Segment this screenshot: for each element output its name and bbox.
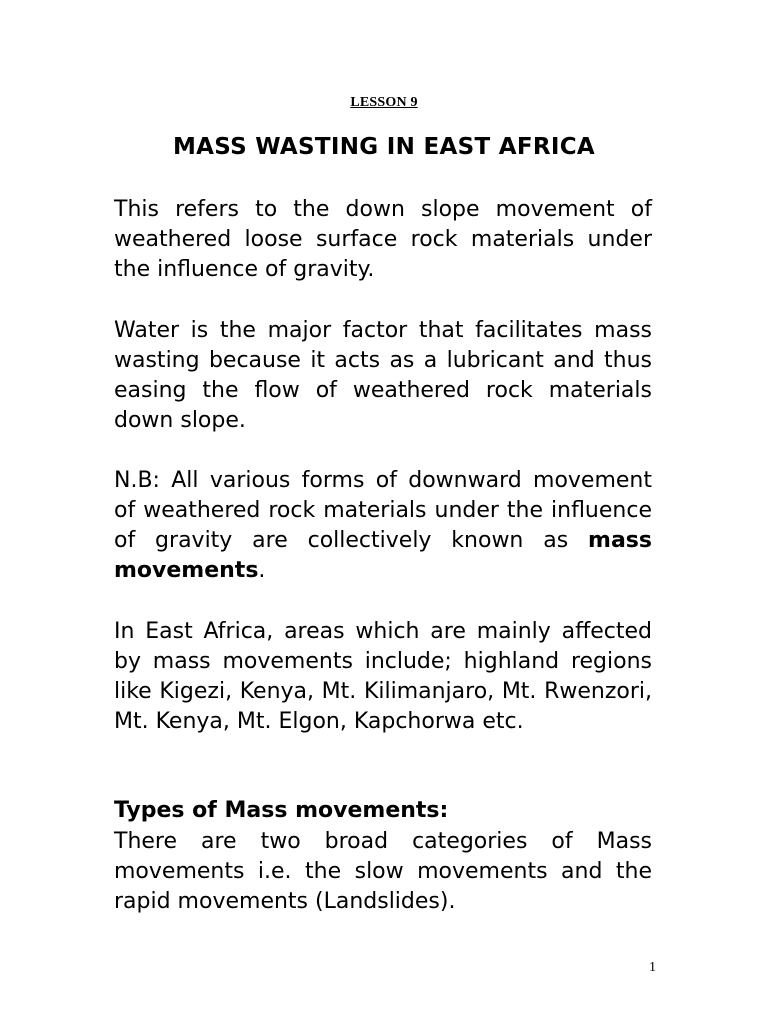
page-number: 1 xyxy=(649,960,656,975)
page-title: MASS WASTING IN EAST AFRICA xyxy=(172,134,596,160)
note-text: N.B: All various forms of downward movement of weathered rock materials under the influence of gravity are collectively known as xyxy=(114,468,652,553)
section-heading: Types of Mass movements: xyxy=(114,798,449,823)
paragraph-categories: There are two broad categories of Mass movements i.e. the slow movements and the rapid movements (Landslides). xyxy=(114,829,652,914)
paragraph-note xyxy=(114,466,652,586)
paragraph-water-factor: Water is the major factor that facilitates mass wasting because it acts as a lubricant and thus easing the flow of weathered rock materials down slope. xyxy=(114,318,652,433)
note-text-end: . xyxy=(258,558,266,583)
paragraph-affected-areas: In East Africa, areas which are mainly affected by mass movements include; highland regions like Kigezi, Kenya, Mt. Kilimanjaro, Mt. Rwenzori, Mt. Kenya, Mt. Elgon, Kapchorwa etc. xyxy=(114,619,652,734)
lesson-label: LESSON 9 xyxy=(350,95,418,110)
note-bold-term: mass movements xyxy=(114,528,652,583)
paragraph-definition: This refers to the down slope movement of weathered loose surface rock materials under the influence of gravity. xyxy=(114,197,652,282)
